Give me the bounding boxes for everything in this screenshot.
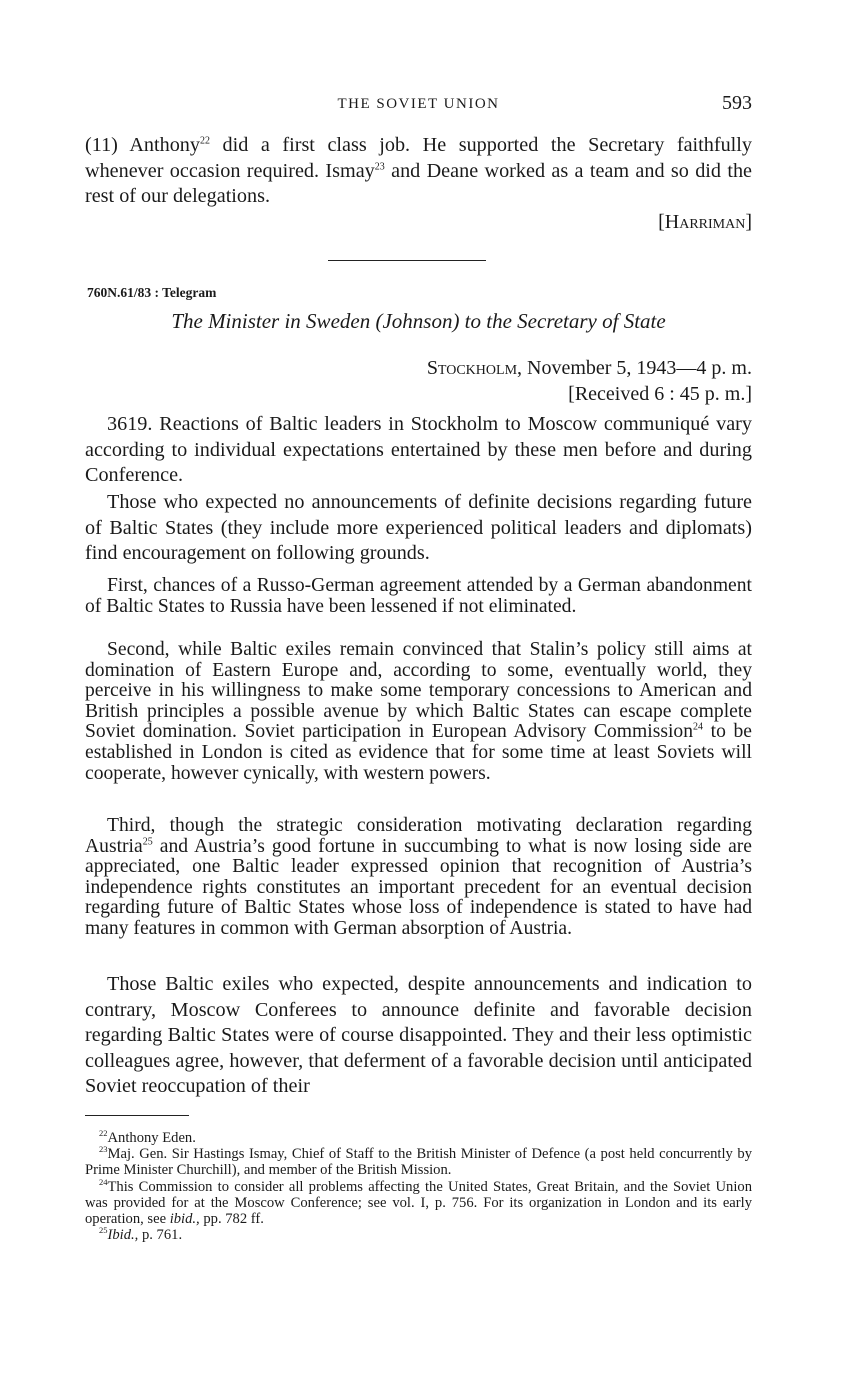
page-number: 593 (722, 92, 752, 114)
paragraph-6-text: Those Baltic exiles who expected, despite announcements and indication to contrary, Moscow Conferees to announce definite and favorable decision regarding Baltic States were of course disappointed. They and their less optimistic colleagues agree, however, that deferment of a favorable decision until anticipated Soviet reoccupation of their (85, 973, 752, 1097)
footnote-25-text: p. 761. (138, 1227, 183, 1244)
received-line: [Received 6 : 45 p. m.] (568, 383, 752, 405)
paragraph-3-text: First, chances of a Russo-German agreement attended by a German abandonment of Baltic States to Russia have been lessened if not eliminated. (85, 575, 752, 617)
footnote-22-text: Anthony Eden. (107, 1130, 196, 1146)
footnotes (85, 1130, 752, 1243)
footnote-23 (85, 1146, 752, 1178)
page-header (85, 92, 752, 118)
footnote-ref-23[interactable]: 23 (374, 160, 385, 172)
footnote-ref-22[interactable]: 22 (199, 135, 210, 147)
footnote-25 (85, 1227, 752, 1243)
signature-text: [Harriman] (658, 211, 752, 233)
paragraph-6 (85, 972, 752, 1100)
footnote-ref-25[interactable]: 25 (142, 836, 153, 848)
paragraph-3 (85, 576, 752, 617)
dateline (427, 355, 752, 407)
footnote-24-text-b: pp. 782 ff. (199, 1211, 264, 1228)
closing-text-3: and Deane worked as a team and so did the rest of our delegations. (85, 159, 752, 207)
section-divider (328, 260, 486, 261)
paragraph-4-text-a: Second, while Baltic exiles remain convinced that Stalin’s policy still aims at domination of Eastern Europe and, according to some, eventually world, they perceive in his willingness to make some temporary concessions to American and British principles a possible avenue by which Baltic States can escape complete Soviet domination. Soviet participation in European Advisory Commission (85, 639, 752, 743)
date: November 5, 1943—4 p. m. (522, 357, 752, 379)
footnote-22-mark: 22 (99, 1128, 108, 1139)
place-date (427, 355, 752, 381)
signature (658, 211, 752, 234)
closing-paragraph (85, 133, 752, 210)
paragraph-4 (85, 640, 752, 784)
footnote-24 (85, 1176, 752, 1228)
paragraph-5-text-b: and Austria’s good fortune in succumbing to what is now losing side are appreciated, one Baltic leader expressed opinion that recognition of Austria’s independence rights constitutes an important precedent for an eventual decision regarding future of Baltic States whose loss of independence is stated to have had many features in common with German absorption of Austria. (85, 835, 752, 939)
footnote-23-text: Maj. Gen. Sir Hastings Ismay, Chief of Staff to the British Minister of Defence (a post held concurrently by Prime Minister Churchill), and member of the British Mission. (85, 1146, 752, 1179)
footnote-23-mark: 23 (99, 1144, 108, 1155)
footnote-ref-24[interactable]: 24 (693, 721, 703, 733)
document-reference: 760N.61/83 : Telegram (87, 285, 217, 300)
place: Stockholm, (426, 357, 523, 379)
paragraph-5 (85, 816, 752, 940)
footnote-24-ibid: ibid., (169, 1211, 200, 1228)
footnote-22 (85, 1130, 752, 1146)
footnote-24-text-a: This Commission to consider all problems affecting the United States, Great Britain, and the Soviet Union was provided for at the Moscow Conference; see vol. I, p. 756. For its organization in London and its early operation, see (85, 1178, 752, 1228)
paragraph-1-text: 3619. Reactions of Baltic leaders in Stockholm to Moscow communiqué vary according to individual expectations entertained by these men before and during Conference. (85, 413, 752, 486)
paragraph-5-text-a: Third, though the strategic consideration motivating declaration regarding Austria (85, 815, 752, 857)
footnote-24-mark: 24 (99, 1176, 108, 1187)
footnote-25-mark: 25 (99, 1225, 108, 1236)
footnote-divider (85, 1115, 189, 1116)
paragraph-4-text-b: to be established in London is cited as evidence that for some time at least Soviets will cooperate, however cynically, with western powers. (85, 721, 752, 784)
paragraph-1 (85, 412, 752, 489)
closing-text-2: did a first class job. He supported the Secretary faithfully whenever occasion required. Ismay (85, 134, 752, 182)
paragraph-2-text: Those who expected no announcements of definite decisions regarding future of Baltic States (they include more experienced political leaders and diplomats) find encouragement on following grounds. (85, 491, 752, 564)
closing-text-1: (11) Anthony (85, 134, 200, 156)
document-title: The Minister in Sweden (Johnson) to the Secretary of State (171, 309, 666, 333)
paragraph-2 (85, 490, 752, 567)
footnote-25-ibid: Ibid., (107, 1227, 139, 1244)
running-head: THE SOVIET UNION (337, 96, 500, 112)
